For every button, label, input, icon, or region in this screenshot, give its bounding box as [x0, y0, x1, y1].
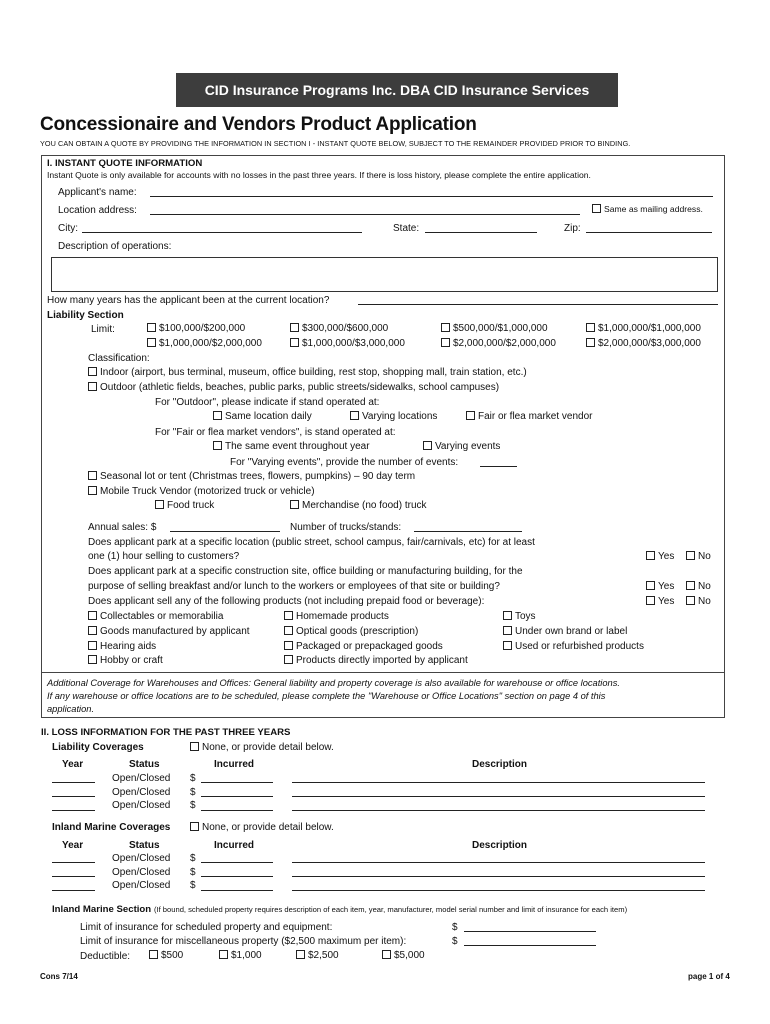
merch-truck-option[interactable]: Merchandise (no food) truck	[290, 500, 427, 511]
fair-vendor-option[interactable]: Fair or flea market vendor	[466, 411, 593, 422]
loss-description-field[interactable]	[292, 782, 705, 783]
page-title: Concessionaire and Vendors Product Application	[40, 114, 477, 135]
product-checkbox[interactable]	[88, 655, 97, 664]
incurred-header: Incurred	[214, 759, 255, 770]
status-label: Open/Closed	[112, 867, 171, 878]
loss-year-field[interactable]	[52, 862, 95, 863]
location-address-label: Location address:	[58, 205, 137, 216]
seasonal-checkbox[interactable]	[88, 471, 97, 480]
num-trucks-label: Number of trucks/stands:	[290, 522, 402, 533]
food-truck-option[interactable]: Food truck	[155, 500, 214, 511]
status-header: Status	[129, 759, 160, 770]
limit-option[interactable]: $2,000,000/$2,000,000	[441, 338, 556, 349]
status-header: Status	[129, 840, 160, 851]
seasonal-option[interactable]: Seasonal lot or tent (Christmas trees, flowers, pumpkins) – 90 day term	[88, 471, 415, 482]
q2-no-option[interactable]: No	[686, 581, 711, 592]
limit-misc-field[interactable]	[464, 945, 596, 946]
limit-scheduled-label: Limit of insurance for scheduled property and equipment:	[80, 922, 333, 933]
product-checkbox[interactable]	[88, 641, 97, 650]
question-3: Does applicant sell any of the following products (not including prepaid food or beverage):	[88, 596, 485, 607]
incurred-header: Incurred	[214, 840, 255, 851]
q3-no-checkbox[interactable]	[686, 596, 695, 605]
classification-label: Classification:	[88, 353, 150, 364]
product-option[interactable]: Toys	[503, 611, 536, 622]
product-option[interactable]: Hearing aids	[88, 641, 156, 652]
indoor-checkbox[interactable]	[88, 367, 97, 376]
page-number: page 1 of 4	[688, 972, 730, 981]
deductible-option[interactable]: $500	[149, 950, 183, 961]
same-location-checkbox[interactable]	[213, 411, 222, 420]
city-label: City:	[58, 223, 78, 234]
dollar-sign: $	[190, 787, 196, 798]
q1-yes-checkbox[interactable]	[646, 551, 655, 560]
loss-description-field[interactable]	[292, 796, 705, 797]
q2-no-checkbox[interactable]	[686, 581, 695, 590]
description-header: Description	[472, 759, 528, 770]
annual-sales-field[interactable]	[170, 531, 280, 532]
mobile-truck-option[interactable]: Mobile Truck Vendor (motorized truck or vehicle)	[88, 486, 315, 497]
outdoor-option[interactable]: Outdoor (athletic fields, beaches, public parks, public streets/sidewalks, school campuses)	[88, 382, 499, 393]
product-option[interactable]: Collectables or memorabilia	[88, 611, 223, 622]
product-checkbox[interactable]	[284, 655, 293, 664]
limit-checkbox[interactable]	[147, 323, 156, 332]
status-label: Open/Closed	[112, 800, 171, 811]
q1-no-option[interactable]: No	[686, 551, 711, 562]
dollar-sign: $	[190, 800, 196, 811]
liability-section-label: Liability Section	[47, 310, 124, 321]
mobile-truck-checkbox[interactable]	[88, 486, 97, 495]
additional-coverage-line: Additional Coverage for Warehouses and Offices: General liability and property coverage is also available for warehouse or office locations.	[47, 678, 620, 688]
product-option[interactable]: Products directly imported by applicant	[284, 655, 468, 666]
fair-vendor-checkbox[interactable]	[466, 411, 475, 420]
question-1-line-1: Does applicant park at a specific location (public street, school campus, fair/carnivals, etc) for at least	[88, 537, 535, 548]
deductible-option[interactable]: $5,000	[382, 950, 425, 961]
limit-option[interactable]: $300,000/$600,000	[290, 323, 388, 334]
inland-section-heading: Inland Marine Section (If bound, scheduled property requires description of each item, year, manufacturer, model serial number and limit of insurance for each item)	[52, 904, 628, 915]
form-code: Cons 7/14	[40, 972, 78, 981]
years-field[interactable]	[358, 304, 718, 305]
varying-events-question: For "Varying events", provide the number of events:	[230, 457, 459, 468]
limit-misc-label: Limit of insurance for miscellaneous property ($2,500 maximum per item):	[80, 936, 407, 947]
limit-checkbox[interactable]	[586, 323, 595, 332]
loss-description-field[interactable]	[292, 862, 705, 863]
fair-question: For "Fair or flea market vendors", is stand operated at:	[155, 427, 396, 438]
q2-yes-checkbox[interactable]	[646, 581, 655, 590]
instant-quote-note: Instant Quote is only available for accounts with no losses in the past three years. If there is loss history, please complete the entire application.	[47, 170, 591, 180]
state-field[interactable]	[425, 232, 537, 233]
divider	[41, 672, 725, 673]
deductible-checkbox[interactable]	[382, 950, 391, 959]
product-checkbox[interactable]	[284, 626, 293, 635]
deductible-checkbox[interactable]	[296, 950, 305, 959]
incurred-field[interactable]	[201, 890, 273, 891]
limit-option[interactable]: $100,000/$200,000	[147, 323, 245, 334]
liability-none-checkbox[interactable]	[190, 742, 199, 751]
limit-option[interactable]: $1,000,000/$1,000,000	[586, 323, 701, 334]
description-label: Description of operations:	[58, 241, 172, 252]
section-1-heading: I. INSTANT QUOTE INFORMATION	[47, 158, 203, 169]
q2-yes-option[interactable]: Yes	[646, 581, 674, 592]
zip-field[interactable]	[586, 232, 712, 233]
company-banner: CID Insurance Programs Inc. DBA CID Insurance Services	[176, 73, 618, 107]
q1-yes-option[interactable]: Yes	[646, 551, 674, 562]
product-checkbox[interactable]	[503, 641, 512, 650]
same-mailing-checkbox[interactable]	[592, 204, 601, 213]
outdoor-checkbox[interactable]	[88, 382, 97, 391]
state-label: State:	[393, 223, 420, 234]
incurred-field[interactable]	[201, 810, 273, 811]
loss-year-field[interactable]	[52, 796, 95, 797]
q3-yes-option[interactable]: Yes	[646, 596, 674, 607]
liability-coverages-label: Liability Coverages	[52, 742, 144, 753]
question-2-line-2: purpose of selling breakfast and/or lunch to the workers or employees of that site or building?	[88, 581, 500, 592]
location-address-field[interactable]	[150, 214, 580, 215]
inland-coverages-label: Inland Marine Coverages	[52, 822, 171, 833]
dollar-sign: $	[452, 936, 458, 947]
product-checkbox[interactable]	[503, 626, 512, 635]
product-option[interactable]: Homemade products	[284, 611, 389, 622]
inland-none-checkbox[interactable]	[190, 822, 199, 831]
product-option[interactable]: Hobby or craft	[88, 655, 163, 666]
city-field[interactable]	[82, 232, 362, 233]
limit-checkbox[interactable]	[290, 338, 299, 347]
deductible-option[interactable]: $2,500	[296, 950, 339, 961]
additional-coverage-line: application.	[47, 704, 95, 714]
varying-locations-checkbox[interactable]	[350, 411, 359, 420]
product-option[interactable]: Under own brand or label	[503, 626, 627, 637]
product-option[interactable]: Packaged or prepackaged goods	[284, 641, 443, 652]
product-checkbox[interactable]	[88, 626, 97, 635]
merch-truck-checkbox[interactable]	[290, 500, 299, 509]
events-count-field[interactable]	[480, 466, 517, 467]
limit-option[interactable]: $2,000,000/$3,000,000	[586, 338, 701, 349]
status-label: Open/Closed	[112, 787, 171, 798]
dollar-sign: $	[452, 922, 458, 933]
loss-description-field[interactable]	[292, 876, 705, 877]
same-event-checkbox[interactable]	[213, 441, 222, 450]
question-2-line-1: Does applicant park at a specific construction site, office building or manufacturing building, for the	[88, 566, 523, 577]
dollar-sign: $	[190, 853, 196, 864]
zip-label: Zip:	[564, 223, 581, 234]
limit-option[interactable]: $1,000,000/$2,000,000	[147, 338, 262, 349]
dollar-sign: $	[190, 773, 196, 784]
loss-year-field[interactable]	[52, 810, 95, 811]
status-label: Open/Closed	[112, 853, 171, 864]
product-option[interactable]: Goods manufactured by applicant	[88, 626, 250, 637]
varying-locations-option[interactable]: Varying locations	[350, 411, 437, 422]
product-checkbox[interactable]	[284, 641, 293, 650]
incurred-field[interactable]	[201, 796, 273, 797]
incurred-field[interactable]	[201, 782, 273, 783]
question-1-line-2: one (1) hour selling to customers?	[88, 551, 240, 562]
dollar-sign: $	[190, 867, 196, 878]
outdoor-question: For "Outdoor", please indicate if stand operated at:	[155, 397, 380, 408]
liability-none-option[interactable]: None, or provide detail below.	[190, 742, 334, 753]
years-label: How many years has the applicant been at the current location?	[47, 295, 330, 306]
food-truck-checkbox[interactable]	[155, 500, 164, 509]
limit-checkbox[interactable]	[441, 338, 450, 347]
deductible-option[interactable]: $1,000	[219, 950, 262, 961]
same-location-option[interactable]: Same location daily	[213, 411, 312, 422]
varying-events-option[interactable]: Varying events	[423, 441, 500, 452]
product-option[interactable]: Used or refurbished products	[503, 641, 644, 652]
limit-option[interactable]: $1,000,000/$3,000,000	[290, 338, 405, 349]
incurred-field[interactable]	[201, 862, 273, 863]
loss-description-field[interactable]	[292, 810, 705, 811]
dollar-sign: $	[190, 880, 196, 891]
limit-checkbox[interactable]	[441, 323, 450, 332]
limit-label: Limit:	[91, 324, 115, 335]
applicant-name-label: Applicant's name:	[58, 187, 137, 198]
deductible-checkbox[interactable]	[219, 950, 228, 959]
section-2-heading: II. LOSS INFORMATION FOR THE PAST THREE YEARS	[41, 727, 291, 738]
product-checkbox[interactable]	[88, 611, 97, 620]
status-label: Open/Closed	[112, 773, 171, 784]
limit-checkbox[interactable]	[147, 338, 156, 347]
deductible-label: Deductible:	[80, 951, 131, 962]
product-option[interactable]: Optical goods (prescription)	[284, 626, 418, 637]
product-checkbox[interactable]	[284, 611, 293, 620]
product-checkbox[interactable]	[503, 611, 512, 620]
limit-checkbox[interactable]	[290, 323, 299, 332]
description-field[interactable]	[51, 257, 718, 292]
loss-year-field[interactable]	[52, 876, 95, 877]
additional-coverage-line: If any warehouse or office locations are to be scheduled, please complete the "Warehouse or Office Locations" section on page 4 of this	[47, 691, 606, 701]
incurred-field[interactable]	[201, 876, 273, 877]
varying-events-checkbox[interactable]	[423, 441, 432, 450]
loss-description-field[interactable]	[292, 890, 705, 891]
annual-sales-label: Annual sales: $	[88, 522, 157, 533]
deductible-checkbox[interactable]	[149, 950, 158, 959]
inland-none-option[interactable]: None, or provide detail below.	[190, 822, 334, 833]
description-header: Description	[472, 840, 528, 851]
status-label: Open/Closed	[112, 880, 171, 891]
applicant-name-field[interactable]	[150, 196, 713, 197]
limit-scheduled-field[interactable]	[464, 931, 596, 932]
year-header: Year	[62, 759, 84, 770]
q1-no-checkbox[interactable]	[686, 551, 695, 560]
same-event-option[interactable]: The same event throughout year	[213, 441, 370, 452]
q3-no-option[interactable]: No	[686, 596, 711, 607]
num-trucks-field[interactable]	[414, 531, 522, 532]
limit-checkbox[interactable]	[586, 338, 595, 347]
indoor-option[interactable]: Indoor (airport, bus terminal, museum, office building, rest stop, shopping mall, train station, etc.)	[88, 367, 527, 378]
page-subtitle: YOU CAN OBTAIN A QUOTE BY PROVIDING THE INFORMATION IN SECTION I - INSTANT QUOTE BELOW, SUBJECT TO THE REMAINDER PROVIDED PRIOR TO BINDING.	[40, 139, 631, 148]
limit-option[interactable]: $500,000/$1,000,000	[441, 323, 548, 334]
same-mailing-option[interactable]: Same as mailing address.	[592, 204, 703, 214]
loss-year-field[interactable]	[52, 782, 95, 783]
loss-year-field[interactable]	[52, 890, 95, 891]
year-header: Year	[62, 840, 84, 851]
q3-yes-checkbox[interactable]	[646, 596, 655, 605]
